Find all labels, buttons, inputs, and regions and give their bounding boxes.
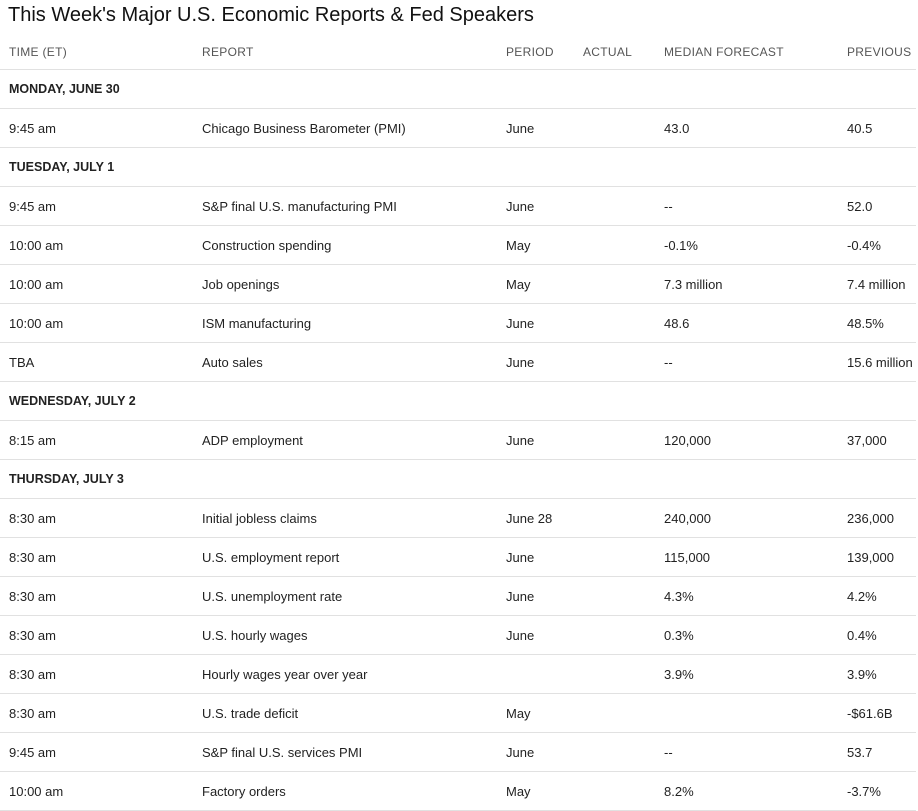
cell-time: TBA	[0, 343, 193, 382]
economic-reports-table	[0, 35, 916, 811]
cell-actual	[574, 577, 655, 616]
cell-previous: 139,000	[838, 538, 916, 577]
cell-time: 10:00 am	[0, 226, 193, 265]
cell-previous: 236,000	[838, 499, 916, 538]
table-row	[0, 109, 916, 148]
cell-period: June	[497, 616, 574, 655]
cell-period: June	[497, 421, 574, 460]
table-row	[0, 226, 916, 265]
cell-actual	[574, 304, 655, 343]
cell-median-forecast: 0.3%	[655, 616, 838, 655]
cell-period: June 28	[497, 499, 574, 538]
table-row	[0, 616, 916, 655]
cell-report: ISM manufacturing	[193, 304, 497, 343]
cell-previous: 7.4 million	[838, 265, 916, 304]
column-header-previous: PREVIOUS	[838, 35, 916, 70]
table-row	[0, 187, 916, 226]
cell-report: Hourly wages year over year	[193, 655, 497, 694]
cell-time: 10:00 am	[0, 265, 193, 304]
cell-time: 8:30 am	[0, 499, 193, 538]
cell-previous: 3.9%	[838, 655, 916, 694]
day-header-row	[0, 148, 916, 187]
table-row	[0, 538, 916, 577]
table-header-row	[0, 35, 916, 70]
cell-median-forecast: --	[655, 343, 838, 382]
cell-actual	[574, 538, 655, 577]
cell-previous: 52.0	[838, 187, 916, 226]
cell-actual	[574, 655, 655, 694]
cell-report: Construction spending	[193, 226, 497, 265]
table-row	[0, 265, 916, 304]
day-header-row	[0, 382, 916, 421]
day-label: MONDAY, JUNE 30	[0, 70, 916, 109]
cell-period: June	[497, 733, 574, 772]
table-row	[0, 733, 916, 772]
cell-actual	[574, 616, 655, 655]
column-header-median-forecast: MEDIAN FORECAST	[655, 35, 838, 70]
day-header-row	[0, 460, 916, 499]
cell-report: Auto sales	[193, 343, 497, 382]
page-title: This Week's Major U.S. Economic Reports & Fed Speakers	[8, 4, 534, 26]
cell-actual	[574, 772, 655, 811]
cell-median-forecast: 8.2%	[655, 772, 838, 811]
cell-actual	[574, 343, 655, 382]
cell-period	[497, 655, 574, 694]
cell-median-forecast: --	[655, 733, 838, 772]
cell-report: Initial jobless claims	[193, 499, 497, 538]
cell-time: 8:30 am	[0, 616, 193, 655]
cell-actual	[574, 499, 655, 538]
cell-previous: 0.4%	[838, 616, 916, 655]
cell-period: May	[497, 694, 574, 733]
day-label: THURSDAY, JULY 3	[0, 460, 916, 499]
cell-report: U.S. unemployment rate	[193, 577, 497, 616]
cell-actual	[574, 109, 655, 148]
cell-actual	[574, 187, 655, 226]
cell-period: June	[497, 304, 574, 343]
cell-report: Factory orders	[193, 772, 497, 811]
cell-report: S&P final U.S. manufacturing PMI	[193, 187, 497, 226]
cell-report: Chicago Business Barometer (PMI)	[193, 109, 497, 148]
table-body	[0, 70, 916, 811]
column-header-actual: ACTUAL	[574, 35, 655, 70]
cell-previous: -0.4%	[838, 226, 916, 265]
table-row	[0, 772, 916, 811]
cell-report: U.S. employment report	[193, 538, 497, 577]
cell-report: U.S. trade deficit	[193, 694, 497, 733]
column-header-time: TIME (ET)	[0, 35, 193, 70]
cell-median-forecast: 43.0	[655, 109, 838, 148]
table-row	[0, 577, 916, 616]
table-row	[0, 421, 916, 460]
cell-period: June	[497, 343, 574, 382]
cell-period: June	[497, 109, 574, 148]
cell-actual	[574, 421, 655, 460]
table-row	[0, 499, 916, 538]
table-row	[0, 343, 916, 382]
cell-previous: 40.5	[838, 109, 916, 148]
table-row	[0, 655, 916, 694]
table-row	[0, 304, 916, 343]
cell-time: 9:45 am	[0, 187, 193, 226]
cell-report: ADP employment	[193, 421, 497, 460]
day-label: WEDNESDAY, JULY 2	[0, 382, 916, 421]
cell-previous: 48.5%	[838, 304, 916, 343]
cell-period: May	[497, 772, 574, 811]
cell-period: May	[497, 265, 574, 304]
cell-period: June	[497, 577, 574, 616]
cell-report: S&P final U.S. services PMI	[193, 733, 497, 772]
cell-actual	[574, 226, 655, 265]
cell-actual	[574, 265, 655, 304]
cell-median-forecast: --	[655, 187, 838, 226]
cell-actual	[574, 694, 655, 733]
column-header-report: REPORT	[193, 35, 497, 70]
cell-period: May	[497, 226, 574, 265]
cell-time: 8:15 am	[0, 421, 193, 460]
cell-previous: 4.2%	[838, 577, 916, 616]
day-header-row	[0, 70, 916, 109]
column-header-period: PERIOD	[497, 35, 574, 70]
cell-time: 8:30 am	[0, 655, 193, 694]
cell-time: 8:30 am	[0, 694, 193, 733]
cell-previous: -$61.6B	[838, 694, 916, 733]
cell-time: 9:45 am	[0, 733, 193, 772]
cell-previous: 15.6 million	[838, 343, 916, 382]
cell-period: June	[497, 538, 574, 577]
cell-median-forecast: 4.3%	[655, 577, 838, 616]
day-label: TUESDAY, JULY 1	[0, 148, 916, 187]
cell-time: 8:30 am	[0, 577, 193, 616]
cell-median-forecast: 120,000	[655, 421, 838, 460]
cell-median-forecast: 48.6	[655, 304, 838, 343]
cell-time: 10:00 am	[0, 772, 193, 811]
cell-median-forecast: -0.1%	[655, 226, 838, 265]
cell-time: 9:45 am	[0, 109, 193, 148]
cell-previous: 53.7	[838, 733, 916, 772]
cell-time: 10:00 am	[0, 304, 193, 343]
cell-actual	[574, 733, 655, 772]
cell-median-forecast: 7.3 million	[655, 265, 838, 304]
cell-median-forecast	[655, 694, 838, 733]
cell-median-forecast: 115,000	[655, 538, 838, 577]
cell-time: 8:30 am	[0, 538, 193, 577]
cell-report: Job openings	[193, 265, 497, 304]
cell-median-forecast: 3.9%	[655, 655, 838, 694]
cell-report: U.S. hourly wages	[193, 616, 497, 655]
cell-previous: 37,000	[838, 421, 916, 460]
cell-median-forecast: 240,000	[655, 499, 838, 538]
cell-previous: -3.7%	[838, 772, 916, 811]
cell-period: June	[497, 187, 574, 226]
table-row	[0, 694, 916, 733]
